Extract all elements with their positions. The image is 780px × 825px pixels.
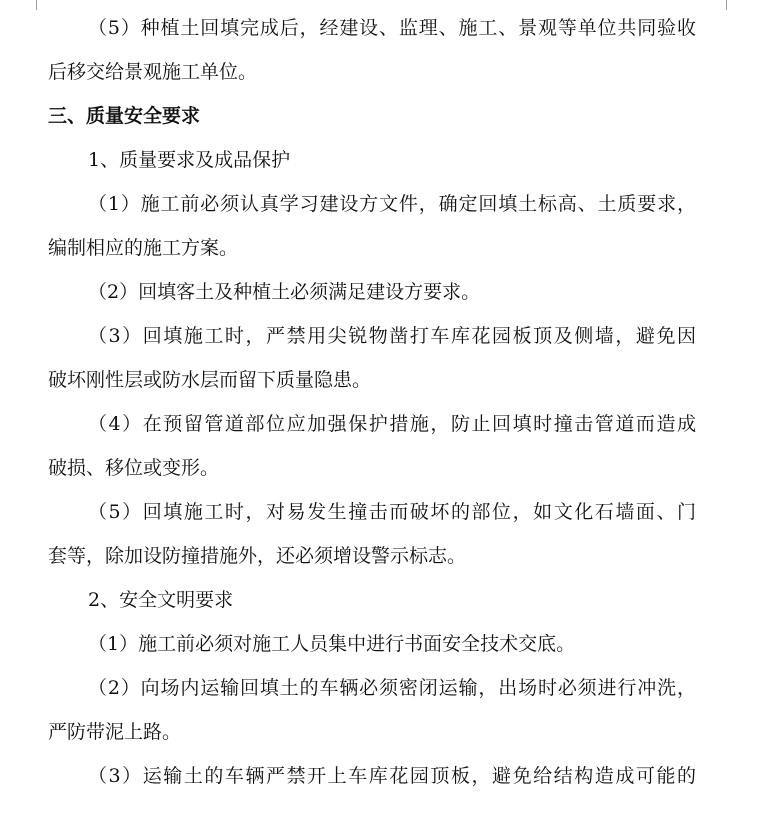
paragraph-line: 破坏刚性层或防水层而留下质量隐患。 <box>48 369 372 391</box>
document-body <box>48 6 696 798</box>
subsection-heading: 1、质量要求及成品保护 <box>88 149 291 171</box>
page-corner-mark-left <box>26 0 37 10</box>
paragraph-line: 编制相应的施工方案。 <box>48 237 239 259</box>
subsection-heading: 2、安全文明要求 <box>88 589 234 611</box>
paragraph-line: （4）在预留管道部位应加强保护措施，防止回填时撞击管道而造成 <box>88 413 696 435</box>
page-corner-mark-right <box>726 0 737 10</box>
paragraph-line: （5）种植土回填完成后，经建设、监理、施工、景观等单位共同验收 <box>88 17 696 39</box>
section-heading: 三、质量安全要求 <box>48 105 201 127</box>
paragraph-line: （2）向场内运输回填土的车辆必须密闭运输，出场时必须进行冲洗， <box>88 677 696 699</box>
paragraph-line: （5）回填施工时，对易发生撞击而破坏的部位，如文化石墙面、门 <box>88 501 696 523</box>
paragraph-line: （3）运输土的车辆严禁开上车库花园顶板，避免给结构造成可能的 <box>88 765 696 787</box>
paragraph-line: （1）施工前必须认真学习建设方文件，确定回填土标高、土质要求， <box>88 193 696 215</box>
paragraph-line: （2）回填客土及种植土必须满足建设方要求。 <box>88 281 481 303</box>
paragraph-line: 套等，除加设防撞措施外，还必须增设警示标志。 <box>48 545 467 567</box>
paragraph-line: 严防带泥上路。 <box>48 721 182 743</box>
paragraph-line: （1）施工前必须对施工人员集中进行书面安全技术交底。 <box>88 633 576 655</box>
paragraph-line: 破损、移位或变形。 <box>48 457 220 479</box>
paragraph-line: （3）回填施工时，严禁用尖锐物凿打车库花园板顶及侧墙，避免因 <box>88 325 696 347</box>
paragraph-line: 后移交给景观施工单位。 <box>48 61 258 83</box>
